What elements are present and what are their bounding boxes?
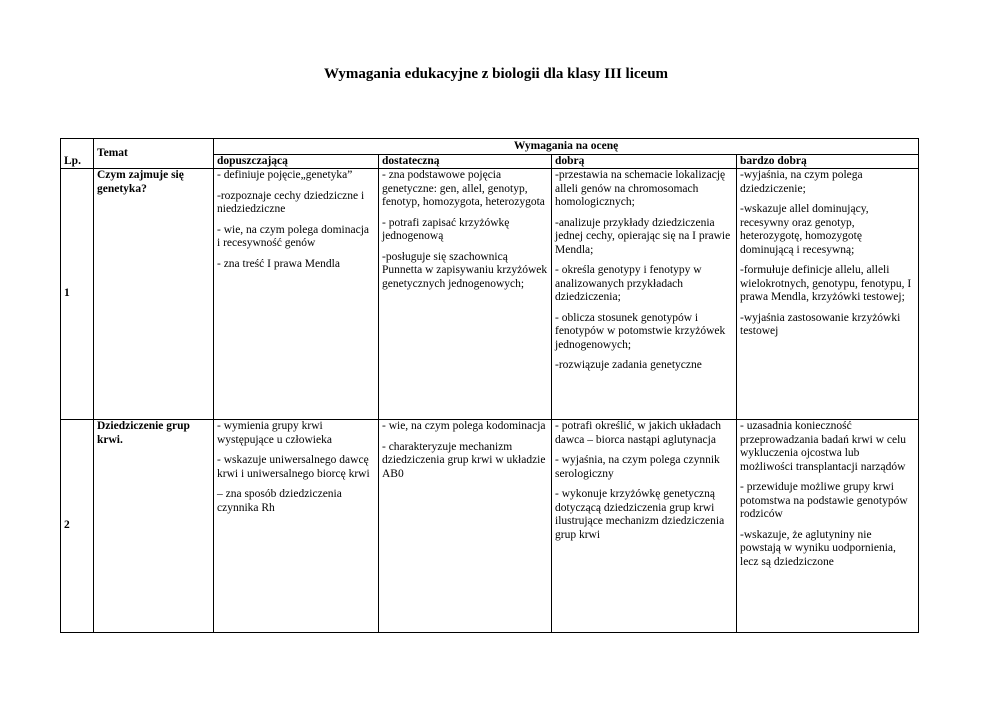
header-grade-dostateczna: dostateczną [379,154,552,169]
row-topic: Dziedziczenie grup krwi. [94,420,214,633]
header-grade-bardzo-dobra: bardzo dobrą [737,154,919,169]
requirement-item: - potrafi zapisać krzyżówkę jednogenową [382,216,510,242]
row-number: 1 [61,169,94,420]
requirement-item: - przewiduje możliwe grupy krwi potomstwa na podstawie genotypów rodziców [740,481,908,520]
requirements-cell-bardzo-dobra [737,169,919,420]
table-row [61,169,919,420]
document-title: Wymagania edukacyjne z biologii dla klasy III liceum [323,66,669,82]
requirement-item: -rozpoznaje cechy dziedziczne i niedziedziczne [217,189,365,215]
header-wymagania: Wymagania na ocenę [214,139,919,155]
requirement-item: - zna treść I prawa Mendla [217,257,340,270]
row-number: 2 [61,420,94,633]
requirement-item: -posługuje się szachownicą Punnetta w zapisywaniu krzyżówek genetycznych jednogenowych; [382,250,548,290]
requirement-item: - charakteryzuje mechanizm dziedziczenia grup krwi w układzie AB0 [382,440,546,480]
requirements-cell-dobra [552,169,737,420]
requirement-item: – zna sposób dziedziczenia czynnika Rh [217,488,342,514]
requirement-item: - wykonuje krzyżówkę genetyczną dotyczącą dziedziczenia grup krwi ilustrujące mechanizm dziedziczenia grup krwi [555,488,725,541]
requirements-cell-bardzo-dobra [737,420,919,633]
requirement-item: -rozwiązuje zadania genetyczne [555,359,702,371]
requirement-item: - wie, na czym polega dominacja i recesywność genów [217,223,369,249]
requirements-cell-dostateczna [379,169,552,420]
table-row [61,420,919,633]
requirement-item: - oblicza stosunek genotypów i fenotypów w potomstwie krzyżówek jednogenowych; [555,311,726,351]
requirement-item: - wymienia grupy krwi występujące u człowieka [217,420,332,446]
requirements-table [60,138,919,633]
requirement-item: - definiuje pojęcie„genetyka” [217,169,353,181]
requirement-item: -formułuje definicje allelu, alleli wielokrotnych, genotypu, fenotypu, I prawa Mendla, krzyżówki testowej; [740,264,912,303]
header-lp: Lp. [61,139,94,169]
header-grade-dopuszczajaca: dopuszczającą [214,154,379,169]
requirements-cell-dopuszczajaca [214,169,379,420]
row-topic: Czym zajmuje się genetyka? [94,169,214,420]
requirement-item: - uzasadnia konieczność przeprowadzania badań krwi w celu wykluczenia ojcostwa lub możliwości transplantacji narządów [740,420,907,473]
requirement-item: -przestawia na schemacie lokalizację alleli genów na chromosomach homologicznych; [555,169,726,208]
requirements-cell-dobra [552,420,737,633]
requirement-item: -wskazuje, że aglutyniny nie powstają w wyniku uodpornienia, lecz są dziedziczone [740,528,896,568]
requirement-item: -wyjaśnia, na czym polega dziedziczenie; [740,169,863,195]
requirement-item: -wskazuje allel dominujący, recesywny oraz genotyp, heterozygotę, homozygotę dominującą i recesywną; [740,203,869,256]
requirement-item: - określa genotypy i fenotypy w analizowanych przykładach dziedziczenia; [555,264,702,303]
requirement-item: -analizuje przykłady dziedziczenia jednej cechy, opierając się na I prawie Mendla; [555,216,731,256]
header-temat: Temat [94,139,214,169]
requirement-item: - wyjaśnia, na czym polega czynnik serologiczny [555,454,720,480]
header-grade-dobra: dobrą [552,154,737,169]
requirements-cell-dopuszczajaca [214,420,379,633]
requirement-item: - wie, na czym polega kodominacja [382,420,546,432]
requirement-item: - wskazuje uniwersalnego dawcę krwi i uniwersalnego biorcę krwi [217,454,370,480]
requirement-item: - potrafi określić, w jakich układach dawca – biorca nastąpi aglutynacja [555,420,722,446]
requirements-cell-dostateczna [379,420,552,633]
requirement-item: -wyjaśnia zastosowanie krzyżówki testowej [740,311,901,337]
requirement-item: - zna podstawowe pojęcia genetyczne: gen, allel, genotyp, fenotyp, homozygota, heterozygota [382,169,545,208]
